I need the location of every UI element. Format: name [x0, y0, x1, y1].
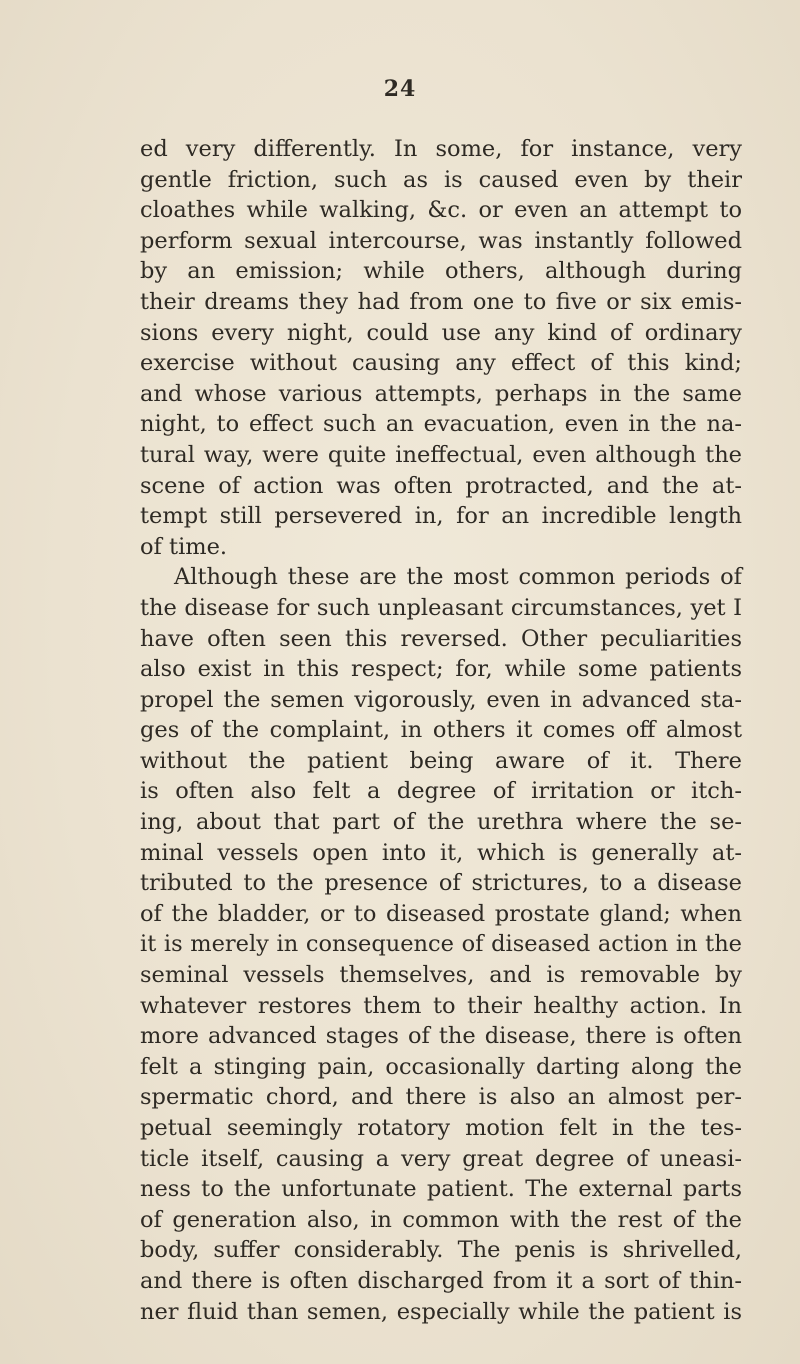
body-text [140, 134, 742, 1327]
text-line: exercise without causing any effect of this kind; [140, 350, 742, 377]
text-line: cloathes while walking, &c. or even an attempt to [140, 197, 742, 224]
text-line: propel the semen vigorously, even in advanced sta- [140, 686, 742, 713]
text-line: gentle friction, such as is caused even by their [140, 166, 742, 193]
text-line: of the bladder, or to diseased prostate gland; when [140, 900, 742, 927]
text-line: and whose various attempts, perhaps in the same [140, 380, 742, 407]
text-line: ner fluid than semen, especially while the patient is [140, 1298, 742, 1325]
paragraph-end-line: of time. [140, 533, 228, 560]
text-line: have often seen this reversed. Other peculiarities [140, 625, 742, 652]
text-line: seminal vessels themselves, and is removable by [140, 962, 742, 989]
text-line: of generation also, in common with the rest of the [140, 1206, 742, 1233]
text-line: felt a stinging pain, occasionally darting along the [140, 1053, 742, 1080]
text-line: sions every night, could use any kind of ordinary [140, 319, 742, 346]
text-line: minal vessels open into it, which is generally at- [140, 839, 742, 866]
text-line: also exist in this respect; for, while some patients [140, 656, 742, 683]
text-line: whatever restores them to their healthy action. In [140, 992, 742, 1019]
text-line: their dreams they had from one to five or six emis- [140, 288, 742, 315]
text-line: it is merely in consequence of diseased action in the [140, 931, 742, 958]
text-line: ges of the complaint, in others it comes off almost [140, 717, 742, 744]
text-line: more advanced stages of the disease, there is often [140, 1023, 742, 1050]
text-line: perform sexual intercourse, was instantly followed [140, 227, 742, 254]
text-line: by an emission; while others, although during [140, 258, 742, 285]
text-line: night, to effect such an evacuation, even in the na- [140, 411, 742, 438]
text-line: and there is often discharged from it a sort of thin- [140, 1267, 742, 1294]
text-line: the disease for such unpleasant circumstances, yet I [140, 594, 742, 621]
text-line: body, suffer considerably. The penis is shrivelled, [140, 1237, 742, 1264]
text-line: tempt still persevered in, for an incredible length [140, 503, 742, 530]
text-line: tural way, were quite ineffectual, even although the [140, 441, 742, 468]
text-line: ness to the unfortunate patient. The external parts [140, 1176, 742, 1203]
text-line: is often also felt a degree of irritation or itch- [140, 778, 742, 805]
text-line: ing, about that part of the urethra where the se- [140, 809, 742, 836]
page-number: 24 [383, 76, 417, 102]
text-line: scene of action was often protracted, and the at- [140, 472, 742, 499]
text-line: ed very differently. In some, for instance, very [140, 136, 742, 162]
text-line: ticle itself, causing a very great degree of uneasi- [140, 1145, 742, 1172]
text-line: tributed to the presence of strictures, to a disease [140, 870, 742, 897]
text-line: without the patient being aware of it. There [140, 747, 742, 774]
paragraph-start-line: Although these are the most common periods of [174, 564, 742, 591]
text-line: spermatic chord, and there is also an almost per- [140, 1084, 742, 1111]
text-line: petual seemingly rotatory motion felt in the tes- [140, 1115, 742, 1141]
